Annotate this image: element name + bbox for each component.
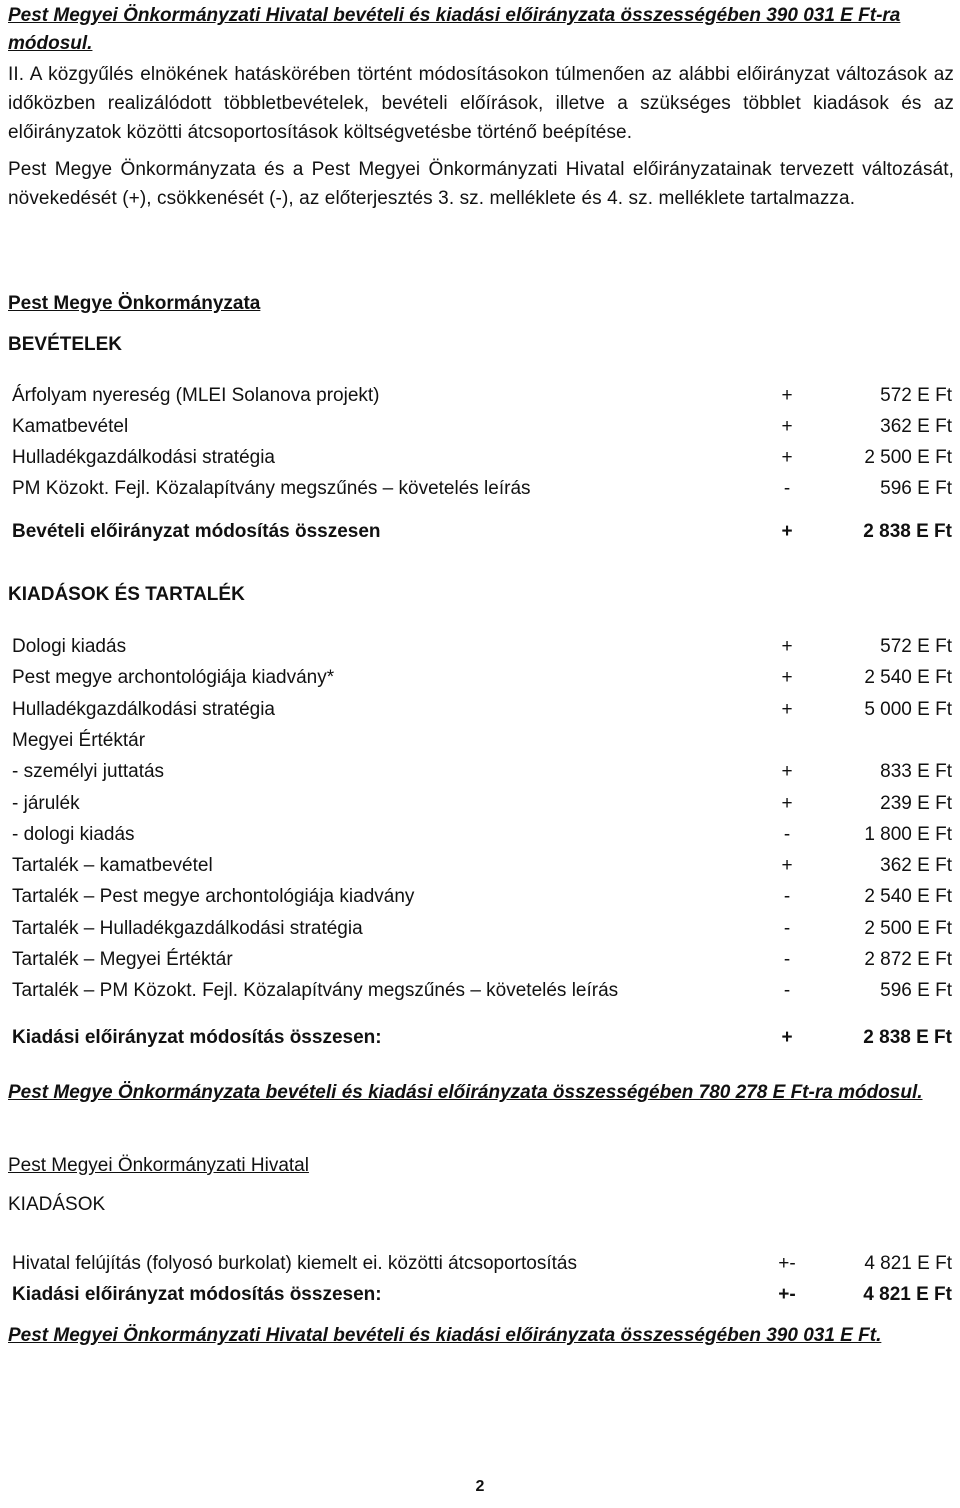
top-summary [8,2,954,58]
expense-row [12,819,952,850]
row-label: Hulladékgazdálkodási stratégia [12,698,275,720]
row-label: Kiadási előirányzat módosítás összesen: [12,1027,382,1048]
row-label: - járulék [12,792,80,814]
row-amount: 596 E Ft [880,478,952,499]
expense-row [12,850,952,881]
row-label: Megyei Értéktár [12,729,146,751]
row-label: Bevételi előirányzat módosítás összesen [12,521,381,542]
expense-row [12,913,952,944]
row-sign: + [781,416,793,437]
row-sign: + [781,1027,793,1048]
row-label: Árfolyam nyereség (MLEI Solanova projekt) [12,385,380,406]
row-label: Pest megye archontológiája kiadvány* [12,667,335,689]
row-label: Dologi kiadás [12,636,127,657]
row-amount: 596 E Ft [880,980,952,1002]
income-row [12,442,952,473]
row-amount: 239 E Ft [880,792,952,814]
row-label: Kamatbevétel [12,416,129,437]
row-label: - személyi juttatás [12,761,165,783]
expense-row [12,756,952,787]
row-amount: 5 000 E Ft [864,698,952,720]
row-sign: - [783,478,791,499]
row-amount: 2 500 E Ft [864,917,952,939]
row-sign: + [781,761,793,783]
expense-row [12,788,952,819]
row-sign: + [781,447,793,468]
row-sign: - [783,980,791,1002]
row-amount: 4 821 E Ft [863,1284,952,1305]
top-summary-line1: Pest Megyei Önkormányzati Hivatal bevételi és kiadási előirányzata összességében 390 031 E Ft-ra [8,5,901,26]
expense-row [12,694,952,725]
row-sign: - [783,949,791,970]
row-amount: 572 E Ft [880,636,952,657]
row-label: PM Közokt. Fejl. Közalapítvány megszűnés – követelés leírás [12,478,531,499]
section2-title: Pest Megyei Önkormányzati Hivatal [8,1155,309,1176]
row-amount: 2 838 E Ft [863,521,952,542]
section1-summary: Pest Megye Önkormányzata bevételi és kiadási előirányzata összességében 780 278 E Ft-ra módosul. [8,1082,923,1103]
section2-row [12,1248,952,1279]
row-label: Tartalék – Megyei Értéktár [12,949,233,970]
row-amount: 2 872 E Ft [864,949,952,970]
expense-row [12,975,952,1006]
row-amount: 362 E Ft [880,855,952,877]
row-label: Hivatal felújítás (folyosó burkolat) kiemelt ei. közötti átcsoportosítás [12,1253,577,1274]
row-sign: + [781,385,793,406]
section2-total [12,1279,952,1310]
row-amount: 1 800 E Ft [864,823,952,845]
row-amount: 2 500 E Ft [864,447,952,468]
row-label: Tartalék – PM Közokt. Fejl. Közalapítvány megszűnés – követelés leírás [12,980,619,1002]
row-sign: - [783,917,791,939]
row-label: Tartalék – Hulladékgazdálkodási stratégia [12,917,363,939]
expense-total [12,1022,952,1053]
income-row [12,380,952,411]
row-amount: 833 E Ft [880,761,952,783]
expense-row [12,662,952,693]
intro-paragraph-2: Pest Megye Önkormányzata és a Pest Megyei Önkormányzati Hivatal előirányzatainak tervezett változását, növekedését (+), csökkenését (-), az előterjesztés 3. sz. melléklete és 4. sz. melléklete tartalmazza. [8,159,954,209]
row-sign: + [781,792,793,814]
row-sign: - [783,823,791,845]
expense-row [12,881,952,912]
expense-row [12,631,952,662]
page-number: 2 [475,1478,485,1495]
row-sign: - [783,886,791,908]
row-sign: + [781,855,793,877]
section1-title: Pest Megye Önkormányzata [8,293,261,314]
row-sign: + [781,636,793,657]
row-amount: 2 838 E Ft [863,1027,952,1048]
income-heading: BEVÉTELEK [8,334,123,355]
row-amount: 2 540 E Ft [864,667,952,689]
row-label: Tartalék – Pest megye archontológiája kiadvány [12,886,415,908]
row-amount: 362 E Ft [880,416,952,437]
row-sign: + [781,521,793,542]
row-sign: + [781,667,793,689]
row-label: Hulladékgazdálkodási stratégia [12,447,275,468]
row-label: Kiadási előirányzat módosítás összesen: [12,1284,382,1305]
income-row [12,473,952,504]
row-amount: 4 821 E Ft [864,1253,952,1274]
section2-expense-heading: KIADÁSOK [8,1194,106,1215]
top-summary-line2: módosul. [8,33,93,54]
income-total [12,516,952,547]
row-sign: + [781,698,793,720]
expense-row [12,944,952,975]
intro-paragraph-1: II. A közgyűlés elnökének hatáskörében történt módosításokon túlmenően az alábbi előirányzat változások az időközben realizálódott többletbevételek, bevételi előírások, illetve a szükséges többlet kiadások és az előirányzatok közötti átcsoportosítások költségvetésbe történő beépítése. [8,64,954,143]
row-sign: +- [778,1284,796,1305]
row-label: Tartalék – kamatbevétel [12,855,213,877]
row-amount: 572 E Ft [880,385,952,406]
row-amount: 2 540 E Ft [864,886,952,908]
section2-summary: Pest Megyei Önkormányzati Hivatal bevételi és kiadási előirányzata összességében 390 031 E Ft. [8,1325,882,1346]
row-label: - dologi kiadás [12,823,135,845]
income-row [12,411,952,442]
row-sign: +- [778,1253,796,1274]
expense-heading: KIADÁSOK ÉS TARTALÉK [8,584,245,605]
expense-row [12,725,952,756]
